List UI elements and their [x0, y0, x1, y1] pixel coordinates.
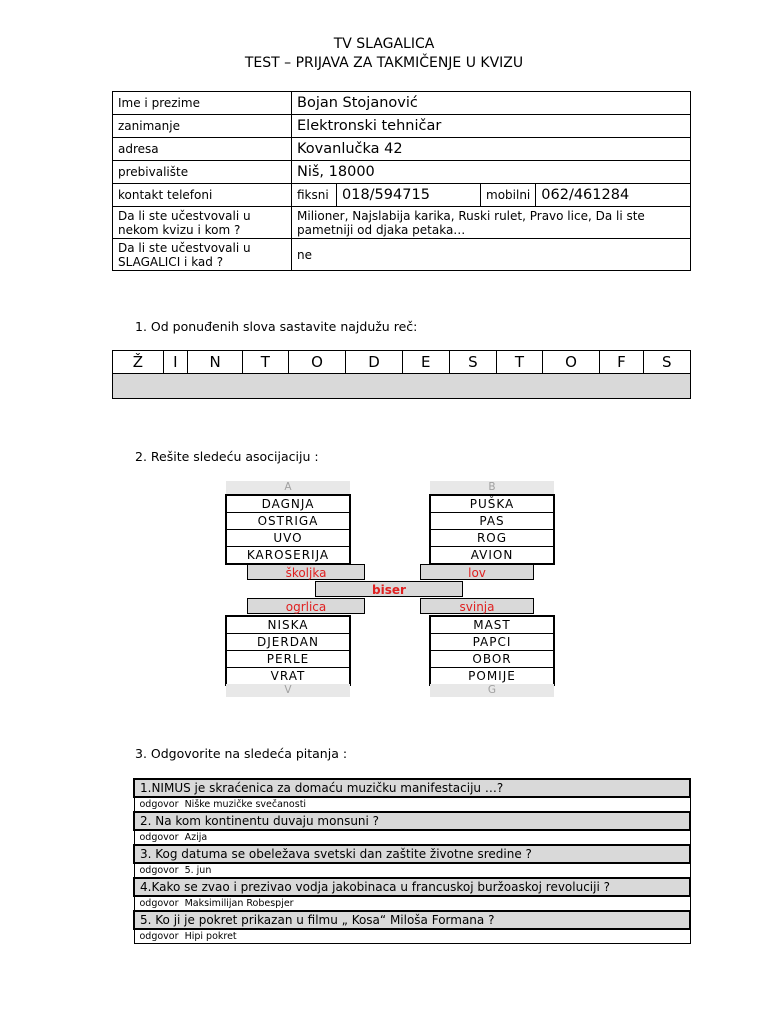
letter-cell: F: [600, 351, 643, 374]
column-v-label: V: [226, 684, 350, 697]
applicant-form: [112, 91, 691, 271]
letter-cell: O: [288, 351, 346, 374]
clue-cell[interactable]: PAS: [431, 513, 553, 530]
question-text: 4.Kako se zvao i prezivao vodja jakobinaca u francuskoj buržoaskoj revoluciji ?: [134, 878, 690, 896]
letter-cell: S: [643, 351, 690, 374]
clue-cell[interactable]: ROG: [431, 530, 553, 547]
question-text: 2. Na kom kontinentu duvaju monsuni ?: [134, 812, 690, 830]
address-label: adresa: [113, 138, 292, 161]
final-answer[interactable]: biser: [315, 581, 463, 597]
answer-label: odgovor: [139, 799, 179, 810]
column-v-clues: [225, 615, 351, 686]
clue-cell[interactable]: DJERDAN: [227, 634, 349, 651]
answer-row[interactable]: [134, 797, 690, 812]
fixed-phone-field[interactable]: 018/594715: [337, 184, 481, 207]
mobile-phone-field[interactable]: 062/461284: [536, 184, 691, 207]
answer-text: Hipi pokret: [184, 931, 237, 942]
question-text: 1.NIMUS je skraćenica za domaću muzičku manifestaciju …?: [134, 779, 690, 797]
column-a-label: A: [226, 481, 350, 494]
quiz-answer-field[interactable]: Milioner, Najslabija karika, Ruski rulet, Pravo lice, Da li ste pametniji od djaka petaka…: [292, 207, 691, 239]
slagalica-question: Da li ste učestvovali u SLAGALICI i kad ?: [113, 239, 292, 271]
clue-cell[interactable]: POMIJE: [468, 669, 516, 683]
column-g-answer[interactable]: svinja: [420, 598, 534, 614]
answer-row[interactable]: [134, 830, 690, 845]
residence-field[interactable]: Niš, 18000: [292, 161, 691, 184]
clue-cell[interactable]: OBOR: [431, 651, 553, 668]
answer-label: odgovor: [139, 832, 179, 843]
answer-text: 5. jun: [184, 865, 212, 876]
letter-cell: T: [243, 351, 289, 374]
letter-cell: D: [346, 351, 402, 374]
name-label: Ime i prezime: [113, 92, 292, 115]
slagalica-answer-field[interactable]: ne: [292, 239, 691, 271]
fixed-label: fiksni: [292, 184, 337, 207]
clue-cell[interactable]: PUŠKA: [431, 496, 553, 513]
answer-label: odgovor: [139, 898, 179, 909]
clue-cell[interactable]: OSTRIGA: [227, 513, 349, 530]
column-v-answer[interactable]: ogrlica: [247, 598, 365, 614]
letter-cell: N: [188, 351, 243, 374]
clue-cell[interactable]: AVION: [470, 548, 514, 562]
clue-cell[interactable]: PAPCI: [431, 634, 553, 651]
letter-cell: T: [497, 351, 543, 374]
mobile-label: mobilni: [481, 184, 536, 207]
letter-cell: Ž: [113, 351, 164, 374]
doc-subtitle: TEST – PRIJAVA ZA TAKMIČENJE U KVIZU: [244, 55, 524, 71]
answer-label: odgovor: [139, 865, 179, 876]
answer-row[interactable]: [134, 896, 690, 911]
column-a-clues: [225, 494, 351, 565]
clue-cell[interactable]: PERLE: [227, 651, 349, 668]
clue-cell[interactable]: NISKA: [227, 617, 349, 634]
answer-row[interactable]: [134, 863, 690, 878]
quiz-question: Da li ste učestvovali u nekom kvizu i kom ?: [113, 207, 292, 239]
question-text: 5. Ko ji je pokret prikazan u filmu „ Kosa“ Miloša Formana ?: [134, 911, 690, 929]
task2-title: 2. Rešite sledeću asocijaciju :: [135, 449, 319, 464]
phone-label: kontakt telefoni: [113, 184, 292, 207]
column-b-label: B: [430, 481, 554, 494]
clue-cell[interactable]: MAST: [431, 617, 553, 634]
letter-cell: O: [542, 351, 600, 374]
column-b-clues: [429, 494, 555, 565]
letter-cell: S: [449, 351, 496, 374]
questions-table: [133, 778, 691, 944]
doc-title: TV SLAGALICA: [333, 36, 435, 52]
answer-row[interactable]: [134, 929, 690, 944]
column-b-answer[interactable]: lov: [420, 564, 534, 580]
clue-cell[interactable]: UVO: [227, 530, 349, 547]
column-a-answer[interactable]: školjka: [247, 564, 365, 580]
answer-text: Maksimilijan Robespjer: [184, 898, 294, 909]
task3-title: 3. Odgovorite na sledeća pitanja :: [135, 746, 348, 761]
name-field[interactable]: Bojan Stojanović: [292, 92, 691, 115]
answer-label: odgovor: [139, 931, 179, 942]
letter-cell: I: [163, 351, 187, 374]
question-text: 3. Kog datuma se obeležava svetski dan zaštite životne sredine ?: [134, 845, 690, 863]
clue-cell[interactable]: DAGNJA: [227, 496, 349, 513]
answer-text: Azija: [184, 832, 208, 843]
job-field[interactable]: Elektronski tehničar: [292, 115, 691, 138]
letters-grid: [112, 350, 691, 399]
answer-text: Niške muzičke svečanosti: [184, 799, 307, 810]
column-g-label: G: [430, 684, 554, 697]
column-g-clues: [429, 615, 555, 686]
word-answer-field[interactable]: [113, 374, 691, 399]
clue-cell[interactable]: KAROSERIJA: [246, 548, 330, 562]
letter-cell: E: [402, 351, 449, 374]
clue-cell[interactable]: VRAT: [270, 669, 306, 683]
job-label: zanimanje: [113, 115, 292, 138]
address-field[interactable]: Kovanlučka 42: [292, 138, 691, 161]
residence-label: prebivalište: [113, 161, 292, 184]
task1-title: 1. Od ponuđenih slova sastavite najdužu reč:: [135, 319, 418, 334]
